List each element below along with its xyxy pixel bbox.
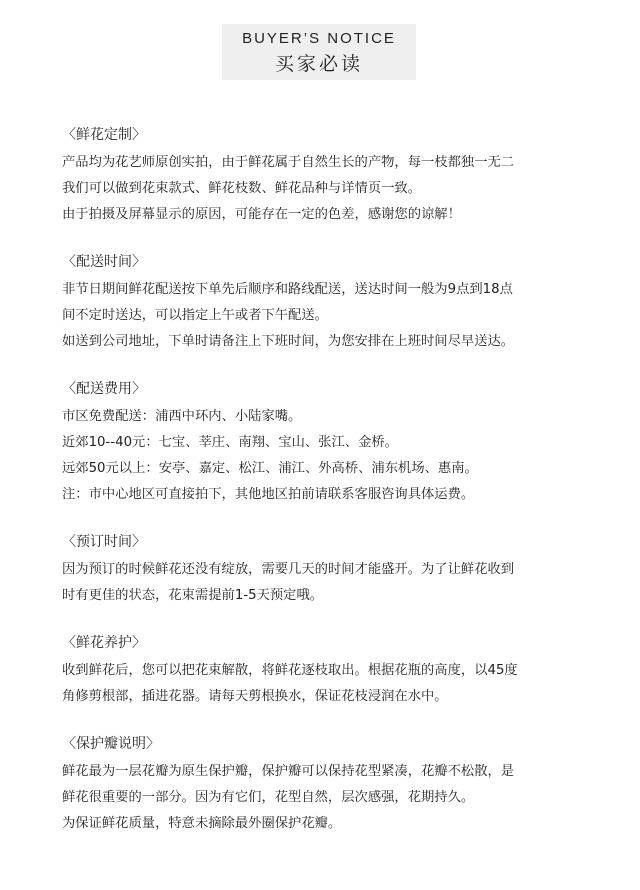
section-title: 〈配送费用〉 [62, 381, 146, 397]
section-text-line: 由于拍摄及屏幕显示的原因，可能存在一定的色差，感谢您的谅解！ [62, 207, 461, 222]
section-title: 〈配送时间〉 [62, 254, 146, 270]
section-text-line: 角修剪根部，插进花器。请每天剪根换水，保证花枝浸润在水中。 [62, 689, 448, 704]
section-title: 〈鲜花养护〉 [62, 635, 146, 651]
notice-section [62, 378, 632, 508]
notice-section [62, 632, 632, 710]
section-text-line: 鲜花最为一层花瓣为原生保护瓣，保护瓣可以保持花型紧凑，花瓣不松散，是 [62, 764, 515, 779]
section-text-line: 非节日期间鲜花配送按下单先后顺序和路线配送，送达时间一般为9点到18点 [62, 282, 513, 297]
header-title-en: BUYER’S NOTICE [242, 30, 396, 47]
section-text-line: 为保证鲜花质量，特意未摘除最外圈保护花瓣。 [62, 816, 342, 831]
notice-section [62, 124, 632, 228]
notice-sections [62, 124, 632, 860]
section-title: 〈鲜花定制〉 [62, 127, 146, 143]
section-text-line: 市区免费配送：浦西中环内、小陆家嘴。 [62, 409, 302, 424]
section-title: 〈预订时间〉 [62, 534, 146, 550]
notice-section [62, 531, 632, 609]
section-text-line: 产品均为花艺师原创实拍，由于鲜花属于自然生长的产物，每一枝都独一无二 [62, 155, 515, 170]
notice-section [62, 251, 632, 355]
section-text-line: 时有更佳的状态，花束需提前1-5天预定哦。 [62, 588, 324, 603]
notice-section [62, 733, 632, 837]
section-title: 〈保护瓣说明〉 [62, 736, 160, 752]
section-text-line: 注：市中心地区可直接拍下，其他地区拍前请联系客服咨询具体运费。 [62, 487, 475, 502]
section-text-line: 因为预订的时候鲜花还没有绽放，需要几天的时间才能盛开。为了让鲜花收到 [62, 562, 515, 577]
header-title-cn: 买家必读 [274, 53, 363, 75]
section-text-line: 如送到公司地址，下单时请备注上下班时间，为您安排在上班时间尽早送达。 [62, 334, 515, 349]
section-text-line: 间不定时送达，可以指定上午或者下午配送。 [62, 308, 328, 323]
section-text-line: 远郊50元以上：安亭、嘉定、松江、浦江、外高桥、浦东机场、惠南。 [62, 461, 478, 476]
section-text-line: 鲜花很重要的一部分。因为有它们，花型自然，层次感强，花期持久。 [62, 790, 475, 805]
section-text-line: 近郊10--40元：七宝、莘庄、南翔、宝山、张江、金桥。 [62, 435, 398, 450]
section-text-line: 收到鲜花后，您可以把花束解散，将鲜花逐枝取出。根据花瓶的高度，以45度 [62, 663, 518, 678]
section-text-line: 我们可以做到花束款式、鲜花枝数、鲜花品种与详情页一致。 [62, 181, 422, 196]
notice-header [222, 24, 416, 80]
